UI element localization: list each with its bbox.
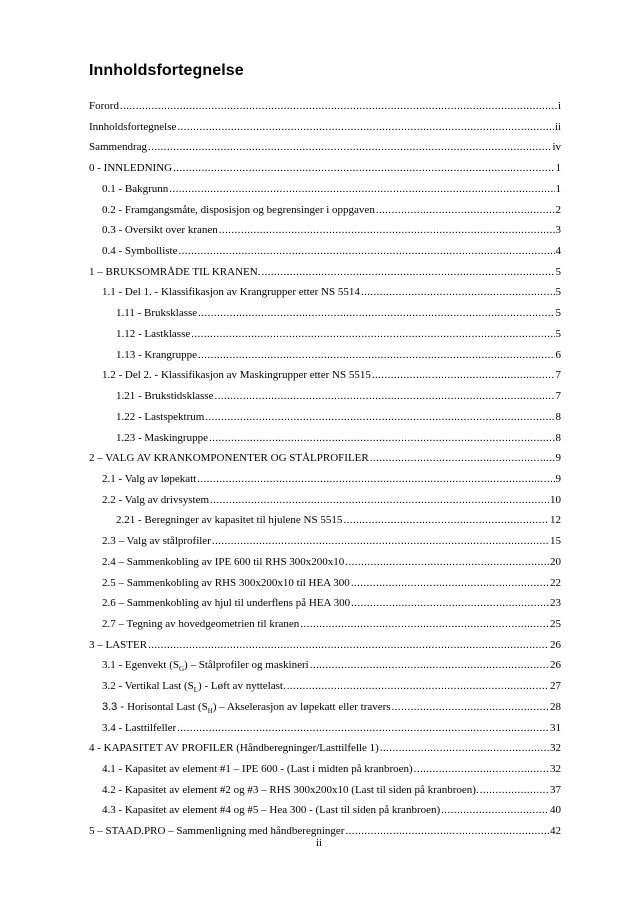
toc-entry-page: 5 [555,327,561,340]
toc-dot-leader [209,431,555,445]
toc-entry-label [116,410,204,424]
toc-entry-label [102,679,286,697]
toc-entry[interactable] [89,596,561,617]
toc-entry-page: i [557,100,561,112]
toc-dot-leader [361,285,555,299]
toc-entry-label [89,451,369,465]
toc-entry[interactable] [89,638,561,659]
toc-dot-leader [351,576,549,590]
toc-entry-label [102,762,413,776]
toc-entry-label [102,783,479,797]
toc-dot-leader [441,803,549,817]
toc-entry-label [116,306,197,320]
toc-entry-subscript: H [207,707,213,716]
toc-entry-text: 0 - INNLEDNING [89,162,173,175]
toc-entry-page: 26 [550,638,561,651]
toc-entry-page: 4 [555,245,561,258]
toc-entry[interactable] [89,493,561,514]
toc-entry-text: 1.13 - Krangruppe [116,348,197,361]
toc-dot-leader [198,348,555,362]
toc-entry-label [89,161,172,175]
toc-entry-text: ) – Stålprofiler og maskineri [184,659,309,672]
toc-dot-leader [343,513,549,527]
toc-entry-text: 2.4 – Sammenkobling av IPE 600 til RHS 300x200x10 [102,555,345,568]
toc-entry[interactable] [89,617,561,638]
toc-entry[interactable] [89,140,561,161]
toc-entry[interactable] [89,431,561,452]
toc-entry-text: 0.2 - Framgangsmåte, disposisjon og begrensinger i oppgaven [102,203,375,216]
toc-dot-leader [376,203,555,217]
toc-entry[interactable] [89,223,561,244]
toc-entry[interactable] [89,762,561,783]
toc-entry-page: 7 [555,369,561,382]
toc-dot-leader [370,451,555,465]
toc-entry-text: 1.1 - Del 1. - Klassifikasjon av Krangrupper etter NS 5514 [102,286,360,299]
toc-entry-label [89,120,176,134]
toc-entry-text: 2 – VALG AV KRANKOMPONENTER OG STÅLPROFILER [89,452,369,465]
toc-entry[interactable] [89,368,561,389]
toc-dot-leader [261,265,554,279]
toc-dot-leader [173,161,554,175]
toc-dot-leader [287,679,549,693]
toc-entry[interactable] [89,803,561,824]
toc-entry-text: ) - Løft av nyttelast. [198,680,286,693]
toc-entry-page: 3 [555,224,561,237]
toc-entry[interactable] [89,555,561,576]
toc-dot-leader [214,389,554,403]
toc-entry-label [102,721,176,735]
toc-entry-page: 32 [550,742,561,755]
toc-entry[interactable] [89,265,561,286]
toc-entry-text: 3.1 - Egenvekt (S [102,659,179,672]
toc-entry[interactable] [89,120,561,141]
toc-entry-page: 2 [555,203,561,216]
toc-entry[interactable] [89,576,561,597]
toc-entry-label [89,99,119,113]
toc-entry-text: 2.2 - Valg av drivsystem [102,493,210,506]
toc-entry-label [102,182,168,196]
toc-entry-label [89,265,260,279]
toc-entry-page: 23 [550,597,561,610]
toc-entry-page: 12 [550,514,561,527]
page-title: Innholdsfortegnelse [89,62,244,79]
toc-entry-page: 25 [550,617,561,630]
toc-entry[interactable] [89,721,561,742]
toc-dot-leader [212,534,549,548]
toc-dot-leader [392,700,549,714]
toc-entry-text: 1.22 - Lastspektrum [116,410,205,423]
toc-entry-page: 37 [550,783,561,796]
toc-entry[interactable] [89,472,561,493]
toc-dot-leader [148,140,551,154]
toc-dot-leader [480,783,549,797]
toc-entry[interactable] [89,658,561,679]
toc-entry-text: 1.2 - Del 2. - Klassifikasjon av Maskingrupper etter NS 5515 [102,369,371,382]
toc-entry-label [102,658,309,676]
toc-entry-text: 4 - KAPASITET AV PROFILER (Håndberegninger/Lasttilfelle 1) [89,742,379,755]
toc-entry-label [102,244,177,258]
toc-dot-leader [351,596,549,610]
toc-entry-label [102,223,218,237]
toc-entry[interactable] [89,203,561,224]
toc-entry-text: Forord [89,100,119,112]
toc-entry-page: 5 [555,286,561,299]
toc-entry-text: 1.11 - Bruksklasse [116,307,198,320]
toc-entry-label [89,638,147,652]
toc-entry-label [116,348,197,362]
toc-entry[interactable] [89,679,561,700]
toc-entry-page: 7 [555,390,561,403]
toc-dot-leader [414,762,549,776]
toc-entry-text: 0.4 - Symbolliste [102,245,178,258]
toc-entry-text: 2.3 – Valg av stålprofiler [102,535,211,548]
toc-entry-page: 26 [550,659,561,672]
toc-entry[interactable] [89,700,561,721]
toc-entry[interactable] [89,389,561,410]
toc-dot-leader [191,327,554,341]
toc-entry-label [102,203,375,217]
toc-entry-page: 40 [550,804,561,817]
toc-entry-text: 2.6 – Sammenkobling av hjul til underflens på HEA 300 [102,597,351,610]
toc-entry-text: 1.23 - Maskingruppe [116,431,208,444]
toc-entry-page: 1 [555,182,561,195]
toc-entry-text: 4.2 - Kapasitet av element #2 og #3 – RHS 300x200x10 (Last til siden på kranbroen). [102,783,479,796]
toc-entry[interactable] [89,348,561,369]
toc-entry[interactable] [89,161,561,182]
toc-entry-page: 6 [555,348,561,361]
toc-dot-leader [177,721,549,735]
toc-entry-text: 2.7 – Tegning av hovedgeometrien til kranen [102,617,300,630]
toc-entry-text: 3.2 - Vertikal Last (S [102,680,194,693]
toc-entry[interactable] [89,244,561,265]
toc-entry-page: 22 [550,576,561,589]
toc-entry[interactable] [89,783,561,804]
toc-entry-text: Sammendrag [89,141,148,154]
toc-entry-text: 1.12 - Lastklasse [116,327,191,340]
toc-entry[interactable] [89,285,561,306]
toc-entry-label [102,472,196,486]
toc-dot-leader [169,182,554,196]
toc-dot-leader [178,244,554,258]
page-number: ii [315,837,323,849]
table-of-contents [89,99,561,845]
toc-entry[interactable] [89,741,561,762]
toc-entry-text: 1.21 - Brukstidsklasse [116,390,214,403]
toc-entry-text: 3.4 - Lasttilfeller [102,721,177,734]
toc-dot-leader [380,741,549,755]
toc-entry-label [102,596,350,610]
toc-entry[interactable] [89,99,561,120]
toc-entry-subscript: G [178,665,185,674]
toc-dot-leader [198,306,554,320]
toc-dot-leader [197,472,554,486]
toc-entry-label [102,700,391,718]
toc-dot-leader [177,120,554,134]
toc-entry-label [116,327,190,341]
toc-dot-leader [345,555,549,569]
toc-entry-page: 42 [550,825,561,838]
toc-entry-text: Innholdsfortegnelse [89,120,177,133]
toc-entry-label [102,493,209,507]
toc-entry-text: Horisontal Last (S [127,700,208,713]
toc-entry-page: 31 [550,721,561,734]
toc-entry-page: 27 [550,680,561,693]
toc-entry-text: 4.3 - Kapasitet av element #4 og #5 – Hea 300 - (Last til siden på kranbroen) [102,804,441,817]
toc-entry-text: 2.21 - Beregninger av kapasitet til hjulene NS 5515 [116,514,343,527]
toc-entry[interactable] [89,306,561,327]
toc-entry-page: 1 [555,162,561,175]
toc-entry-label [102,576,350,590]
toc-entry-text: 2.1 - Valg av løpekatt [102,472,197,485]
toc-entry-page: 5 [555,265,561,278]
toc-entry-page: iv [552,141,561,154]
toc-entry-page: 5 [555,307,561,320]
toc-dot-leader [210,493,549,507]
toc-dot-leader [205,410,554,424]
toc-entry-text: 4.1 - Kapasitet av element #1 – IPE 600 - (Last i midten på kranbroen) [102,763,413,775]
toc-entry-label [89,140,147,154]
toc-entry-label [102,803,440,817]
toc-entry[interactable] [89,410,561,431]
toc-dot-leader [148,638,549,652]
toc-dot-leader [120,99,557,113]
toc-entry-text: 3 – LASTER [89,638,148,651]
toc-entry[interactable] [89,182,561,203]
toc-entry-label [116,389,213,403]
toc-entry-label [102,617,299,631]
toc-entry-text: 2.5 – Sammenkobling av RHS 300x200x10 til HEA 300 [102,576,350,589]
toc-entry-page: 8 [555,410,561,423]
toc-entry-page: 8 [555,431,561,444]
toc-entry-text: ) – Akselerasjon av løpekatt eller travers [212,700,391,713]
toc-entry[interactable] [89,327,561,348]
toc-entry-label [89,741,379,755]
toc-entry-page: 32 [550,763,561,775]
toc-entry-subscript: L [193,686,199,695]
toc-entry-page: 15 [550,535,561,548]
toc-entry-page: 10 [550,493,561,506]
toc-entry-page: ii [554,120,561,133]
toc-dot-leader [372,368,555,382]
toc-entry-label [102,285,360,299]
toc-entry-page: 20 [550,555,561,568]
toc-entry-page: 9 [555,452,561,465]
toc-entry[interactable] [89,513,561,534]
toc-entry-text: 1 – BRUKSOMRÅDE TIL KRANEN. [89,265,261,278]
toc-entry-page: 9 [555,472,561,485]
toc-entry-label [116,513,342,527]
toc-dot-leader [300,617,549,631]
toc-entry-label [102,555,344,569]
toc-entry[interactable] [89,451,561,472]
toc-entry-text: 5 – STAAD.PRO – Sammenligning med håndberegninger [89,825,345,838]
toc-dot-leader [219,223,555,237]
toc-entry-text: 0.3 - Oversikt over kranen [102,224,218,237]
toc-entry-number: 3.3 - [102,700,128,713]
toc-entry-label [102,368,371,382]
toc-entry-label [102,534,211,548]
toc-entry-text: 0.1 - Bakgrunn [102,182,169,195]
toc-entry[interactable] [89,534,561,555]
toc-entry-page: 28 [550,700,561,713]
toc-entry-label [116,431,208,445]
toc-dot-leader [310,658,549,672]
